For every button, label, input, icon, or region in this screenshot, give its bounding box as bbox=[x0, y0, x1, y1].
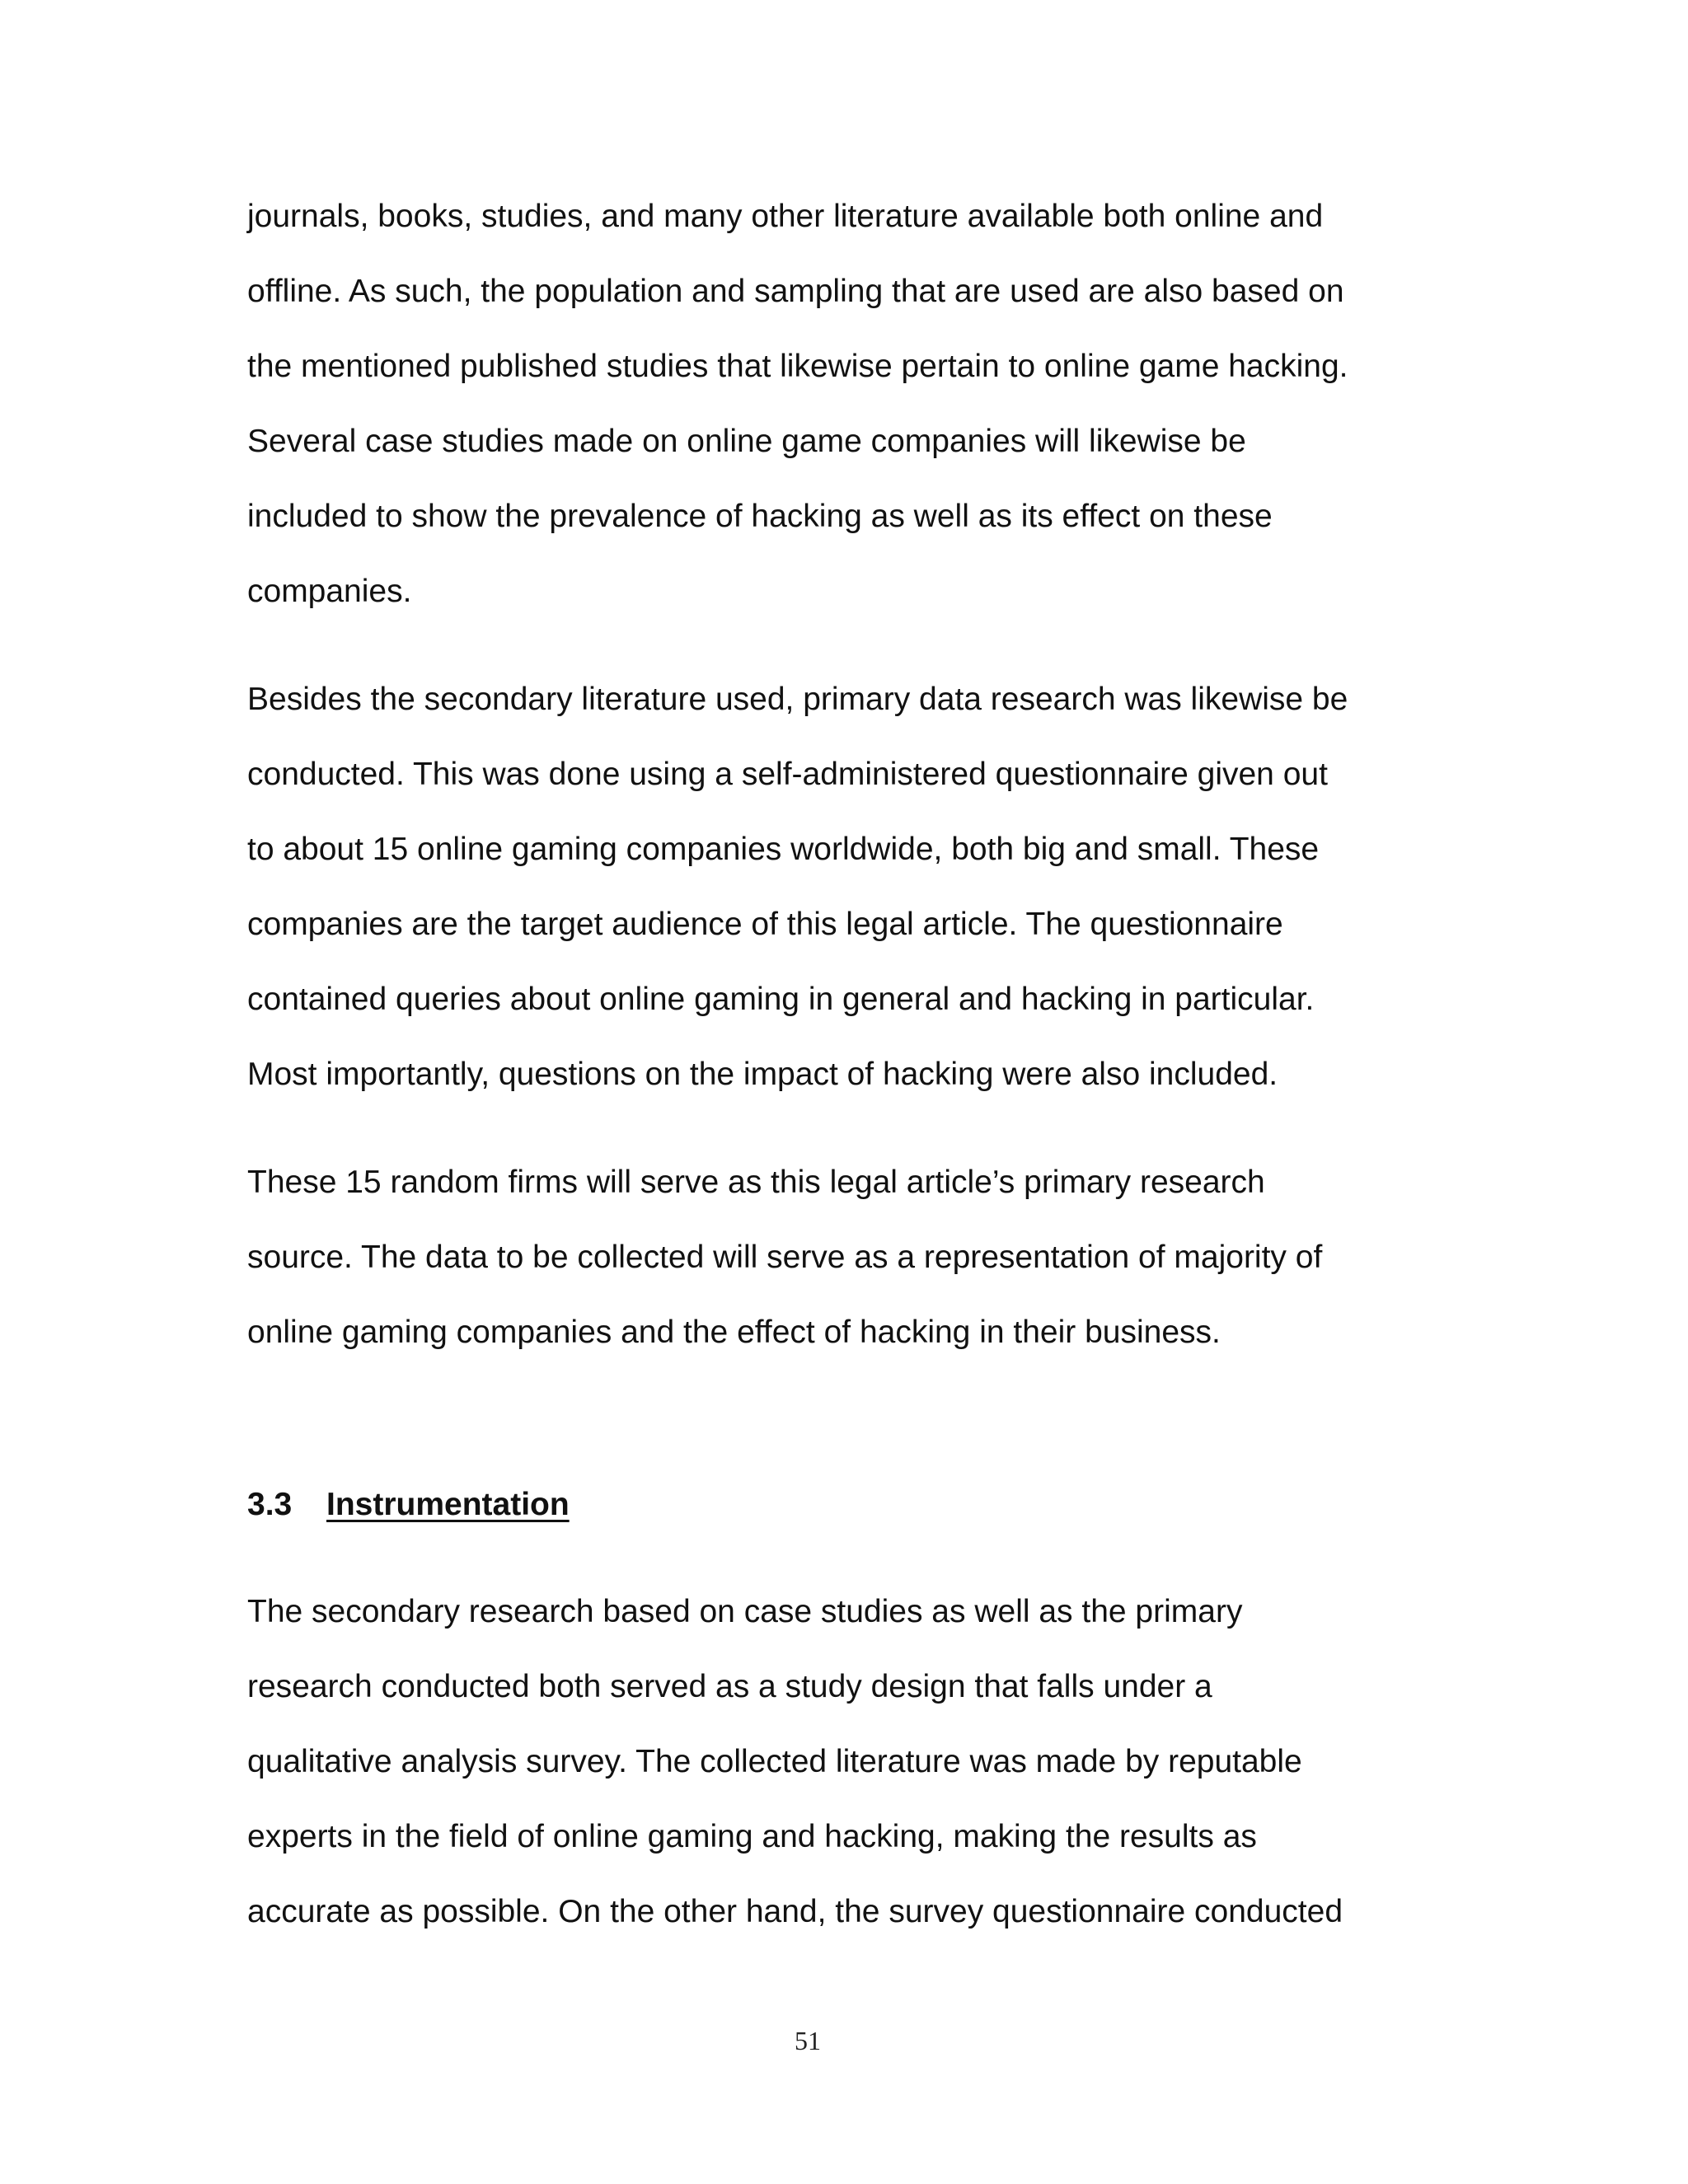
paragraph-line: companies. bbox=[247, 574, 412, 609]
paragraph-line: experts in the field of online gaming and hacking, making the results as bbox=[247, 1819, 1257, 1854]
section-title: Instrumentation bbox=[326, 1487, 570, 1522]
paragraph-line: to about 15 online gaming companies worldwide, both big and small. These bbox=[247, 832, 1320, 867]
paragraph-line: included to show the prevalence of hacking as well as its effect on these bbox=[247, 499, 1273, 534]
paragraph-line: companies are the target audience of this legal article. The questionnaire bbox=[247, 907, 1283, 942]
paragraph-line: The secondary research based on case studies as well as the primary bbox=[247, 1594, 1243, 1629]
page-number: 51 bbox=[795, 2026, 821, 2055]
paragraph-line: online gaming companies and the effect of hacking in their business. bbox=[247, 1315, 1221, 1350]
paragraph-line: offline. As such, the population and sampling that are used are also based on bbox=[247, 274, 1344, 309]
paragraph-line: Several case studies made on online game companies will likewise be bbox=[247, 424, 1246, 459]
paragraph-line: These 15 random firms will serve as this legal article’s primary research bbox=[247, 1165, 1265, 1200]
paragraph-line: research conducted both served as a study design that falls under a bbox=[247, 1669, 1212, 1704]
paragraph-line: accurate as possible. On the other hand, the survey questionnaire conducted bbox=[247, 1894, 1343, 1929]
paragraph-line: contained queries about online gaming in general and hacking in particular. bbox=[247, 982, 1315, 1017]
section-number: 3.3 bbox=[247, 1487, 293, 1522]
paragraph-line: Most importantly, questions on the impact of hacking were also included. bbox=[247, 1057, 1278, 1092]
paragraph-line: journals, books, studies, and many other literature available both online and bbox=[247, 199, 1324, 234]
paragraph-line: qualitative analysis survey. The collected literature was made by reputable bbox=[247, 1744, 1302, 1779]
paragraph-line: conducted. This was done using a self-administered questionnaire given out bbox=[247, 757, 1328, 792]
paragraph-line: the mentioned published studies that likewise pertain to online game hacking. bbox=[247, 349, 1348, 384]
paragraph-line: Besides the secondary literature used, primary data research was likewise be bbox=[247, 682, 1348, 717]
paragraph-line: source. The data to be collected will serve as a representation of majority of bbox=[247, 1240, 1323, 1275]
